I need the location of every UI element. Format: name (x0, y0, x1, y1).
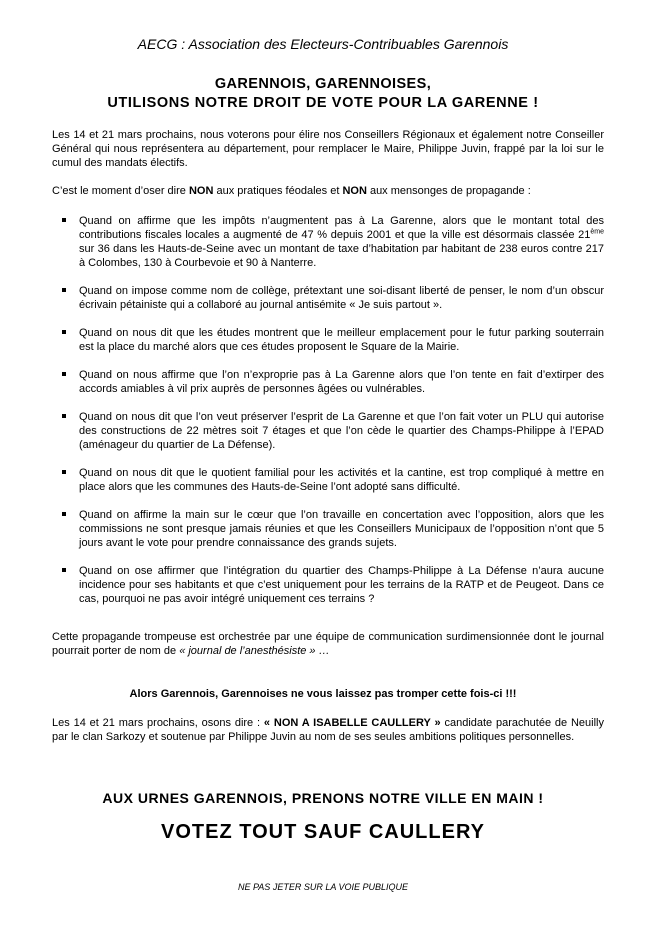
moment-no-1: NON (188, 185, 214, 197)
bullet-2-text: Quand on impose comme nom de collège, prétextant une soi-disant liberté de penser, le nom d’un obscur écrivain pétainiste qui a collaboré au journal antisémite « Je suis partout ». (79, 285, 604, 311)
call-to-action-line-2: VOTEZ TOUT SAUF CAULLERY (161, 821, 485, 843)
grievance-list (52, 214, 604, 620)
vote-text-c: candidate parachutée de Neuilly par le clan Sarkozy et soutenue par Philippe Juvin au nom de ses seules ambitions politiques personnelles. (52, 717, 604, 743)
list-item (64, 410, 604, 452)
propaganda-paragraph (52, 630, 604, 658)
bullet-square-icon (62, 414, 66, 418)
list-item (64, 466, 604, 494)
bullet-square-icon (62, 330, 66, 334)
intro-paragraph: Les 14 et 21 mars prochains, nous voterons pour élire nos Conseillers Régionaux et également notre Conseiller Général qui nous représentera au département, pour remplacer le Maire, Philippe Juvin, frappé par la loi sur le cumul des mandats électifs. (52, 129, 604, 169)
bullet-7-text: Quand on affirme la main sur le cœur que l’on travaille en concertation avec l’opposition, alors que les commissions ne sont presque jamais réunies et que les Conseillers Municipaux de l’opposition n’ont que 5 jours avant le vote pour prendre connaissance des grands sujets. (79, 509, 604, 549)
title-line-2: UTILISONS NOTRE DROIT DE VOTE POUR LA GARENNE ! (107, 95, 539, 111)
bullet-square-icon (62, 470, 66, 474)
list-item (64, 284, 604, 312)
list-item (64, 368, 604, 396)
bullet-5-text: Quand on nous dit que l’on veut préserver l’esprit de La Garenne et que l’on fait voter un PLU qui autorise des constructions de 22 mètres soit 7 étages et que l’on cède le quartier des Champs-Philippe à l’EPAD (aménageur du quartier de La Défense). (79, 411, 604, 451)
bullet-1-superscript: ème (590, 228, 604, 236)
bullet-square-icon (62, 372, 66, 376)
vote-text-a: Les 14 et 21 mars prochains, osons dire : (52, 717, 264, 729)
bullet-8-text: Quand on ose affirmer que l’intégration du quartier des Champs-Philippe à La Défense n’aura aucune incidence pour ses habitants et que c’est uniquement pour les terrains de la RATP et de Peugeot. Dans ce cas, pourquoi ne pas avoir intégré uniquement ces terrains ? (79, 565, 604, 605)
bullet-square-icon (62, 218, 66, 222)
vote-slogan: « NON A ISABELLE CAULLERY » (263, 717, 441, 729)
moment-text-b: aux pratiques féodales et (213, 185, 343, 197)
moment-no-2: NON (342, 185, 367, 197)
propaganda-quote: « journal de l’anesthésiste » … (179, 645, 330, 657)
list-item (64, 326, 604, 354)
vote-paragraph (52, 716, 604, 744)
association-header: AECG : Association des Electeurs-Contribuables Garennois (137, 36, 509, 52)
title-line-1: GARENNOIS, GARENNOISES, (214, 76, 432, 92)
list-item (64, 508, 604, 550)
bullet-square-icon (62, 568, 66, 572)
bullet-1-text-a: Quand on affirme que les impôts n’augmentent pas à La Garenne, alors que le montant total des contributions fiscales locales a augmenté de 47 % depuis 2001 et que la ville est désormais classée 21 (79, 215, 604, 241)
bullet-6-text: Quand on nous dit que le quotient familial pour les activités et la cantine, est trop compliqué à mettre en place alors que les communes des Hauts-de-Seine l’ont adopté sans difficulté. (79, 467, 604, 493)
footer-notice: NE PAS JETER SUR LA VOIE PUBLIQUE (237, 882, 409, 892)
moment-paragraph (52, 184, 604, 198)
list-item (64, 214, 604, 270)
bullet-square-icon (62, 288, 66, 292)
bullet-4-text: Quand on nous affirme que l’on n’exproprie pas à La Garenne alors que l’on tente en fait d’extirper des accords amiables à vil prix auprès de personnes âgées ou vulnérables. (79, 369, 604, 395)
call-to-action-line-1: AUX URNES GARENNOIS, PRENONS NOTRE VILLE EN MAIN ! (102, 790, 544, 806)
bullet-1-text-b: sur 36 dans les Hauts-de-Seine avec un montant de taxe d’habitation par habitant de 238 euros contre 217 à Colombes, 130 à Courbevoie et 90 à Nanterre. (79, 243, 604, 269)
moment-text-a: C’est le moment d’oser dire (52, 185, 189, 197)
bullet-square-icon (62, 512, 66, 516)
propaganda-text: Cette propagande trompeuse est orchestrée par une équipe de communication surdimensionnée dont le journal pourrait porter de nom de (52, 631, 604, 657)
bullet-3-text: Quand on nous dit que les études montrent que le meilleur emplacement pour le futur parking souterrain est la place du marché alors que ces études proposent le Square de la Mairie. (79, 327, 604, 353)
moment-text-c: aux mensonges de propagande : (366, 185, 531, 197)
list-item (64, 564, 604, 606)
warning-line: Alors Garennois, Garennoises ne vous laissez pas tromper cette fois-ci !!! (129, 688, 517, 700)
